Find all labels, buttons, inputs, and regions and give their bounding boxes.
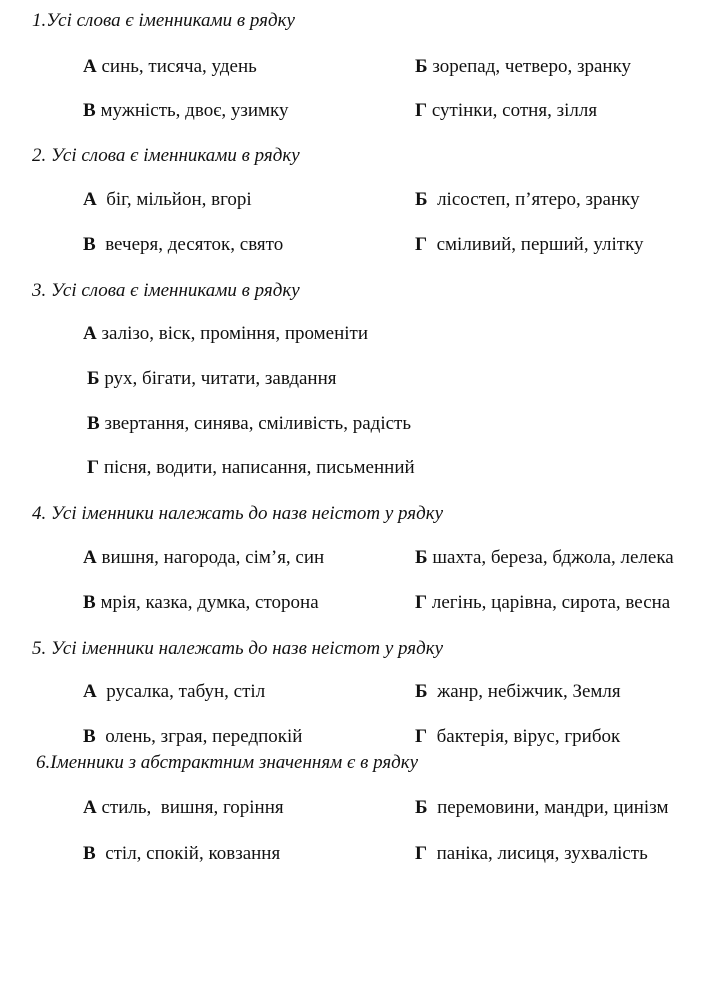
option-letter: В xyxy=(83,100,96,121)
option-letter: А xyxy=(83,189,97,210)
option-text: біг, мільйон, вгорі xyxy=(106,189,252,210)
option-letter: Б xyxy=(415,547,428,568)
question-2-option-b xyxy=(415,189,640,211)
question-4-option-a xyxy=(83,547,324,569)
option-text: легінь, царівна, сирота, весна xyxy=(431,592,671,613)
option-letter: В xyxy=(87,413,100,434)
question-3-option-h xyxy=(87,457,415,479)
question-2-option-h xyxy=(415,234,644,256)
option-letter: Г xyxy=(415,592,428,613)
option-text: сміливий, перший, улітку xyxy=(436,234,644,255)
option-text: пісня, водити, написання, письменний xyxy=(103,457,415,478)
question-6-option-a xyxy=(83,797,284,819)
question-1-option-a xyxy=(83,56,257,78)
option-letter: А xyxy=(83,797,97,818)
option-text: русалка, табун, стіл xyxy=(106,681,266,702)
option-text: сутінки, сотня, зілля xyxy=(431,100,598,121)
option-letter: В xyxy=(83,726,96,747)
question-3-option-v xyxy=(87,413,411,435)
question-3-title: 3. Усі слова є іменниками в рядку xyxy=(32,280,300,301)
option-letter: В xyxy=(83,843,96,864)
option-text: перемовини, мандри, цинізм xyxy=(437,797,669,818)
question-6-option-b xyxy=(415,797,668,819)
option-letter: Г xyxy=(415,843,428,864)
question-6-option-h xyxy=(415,843,648,865)
option-text: стиль, вишня, горіння xyxy=(101,797,284,818)
question-2-option-a xyxy=(83,189,252,211)
question-3-option-a xyxy=(83,323,368,345)
question-3-option-b xyxy=(87,368,337,390)
option-text: стіл, спокій, ковзання xyxy=(105,843,281,864)
option-text: звертання, синява, сміливість, радість xyxy=(104,413,412,434)
question-4-option-b xyxy=(415,547,674,569)
option-text: лісостеп, п’ятеро, зранку xyxy=(437,189,640,210)
question-5-option-b xyxy=(415,681,621,703)
option-text: мрія, казка, думка, сторона xyxy=(100,592,319,613)
option-letter: Б xyxy=(415,56,428,77)
question-5-option-v xyxy=(83,726,302,748)
question-5-title: 5. Усі іменники належать до назв неістот у рядку xyxy=(32,638,444,659)
option-text: паніка, лисиця, зухвалість xyxy=(436,843,648,864)
option-letter: Г xyxy=(87,457,100,478)
option-text: шахта, береза, бджола, лелека xyxy=(432,547,674,568)
question-4-option-v xyxy=(83,592,319,614)
question-4-option-h xyxy=(415,592,670,614)
option-letter: Г xyxy=(415,726,428,747)
option-letter: Г xyxy=(415,100,428,121)
option-text: синь, тисяча, удень xyxy=(101,56,257,77)
question-1-option-b xyxy=(415,56,631,78)
option-letter: А xyxy=(83,681,97,702)
option-letter: В xyxy=(83,234,96,255)
option-letter: А xyxy=(83,547,97,568)
question-1-title: 1.Усі слова є іменниками в рядку xyxy=(32,10,295,31)
option-text: рух, бігати, читати, завдання xyxy=(104,368,337,389)
option-letter: Б xyxy=(415,797,428,818)
option-letter: Б xyxy=(87,368,100,389)
question-1-option-v xyxy=(83,100,289,122)
option-letter: А xyxy=(83,323,97,344)
option-letter: Б xyxy=(415,681,428,702)
option-text: мужність, двоє, узимку xyxy=(100,100,289,121)
option-text: залізо, віск, проміння, променіти xyxy=(101,323,369,344)
option-text: зорепад, четверо, зранку xyxy=(432,56,632,77)
option-letter: А xyxy=(83,56,97,77)
question-6-option-v xyxy=(83,843,280,865)
option-text: вечеря, десяток, свято xyxy=(105,234,284,255)
question-2-title: 2. Усі слова є іменниками в рядку xyxy=(32,145,300,166)
option-letter: Г xyxy=(415,234,428,255)
question-5-option-h xyxy=(415,726,620,748)
option-letter: В xyxy=(83,592,96,613)
option-text: бактерія, вірус, грибок xyxy=(436,726,621,747)
question-4-title: 4. Усі іменники належать до назв неістот у рядку xyxy=(32,503,444,524)
option-text: вишня, нагорода, сім’я, син xyxy=(101,547,325,568)
option-text: жанр, небіжчик, Земля xyxy=(437,681,621,702)
question-2-option-v xyxy=(83,234,283,256)
option-text: олень, зграя, передпокій xyxy=(105,726,303,747)
question-5-option-a xyxy=(83,681,265,703)
question-1-option-h xyxy=(415,100,597,122)
option-letter: Б xyxy=(415,189,428,210)
question-6-title: 6.Іменники з абстрактним значенням є в рядку xyxy=(36,752,419,773)
